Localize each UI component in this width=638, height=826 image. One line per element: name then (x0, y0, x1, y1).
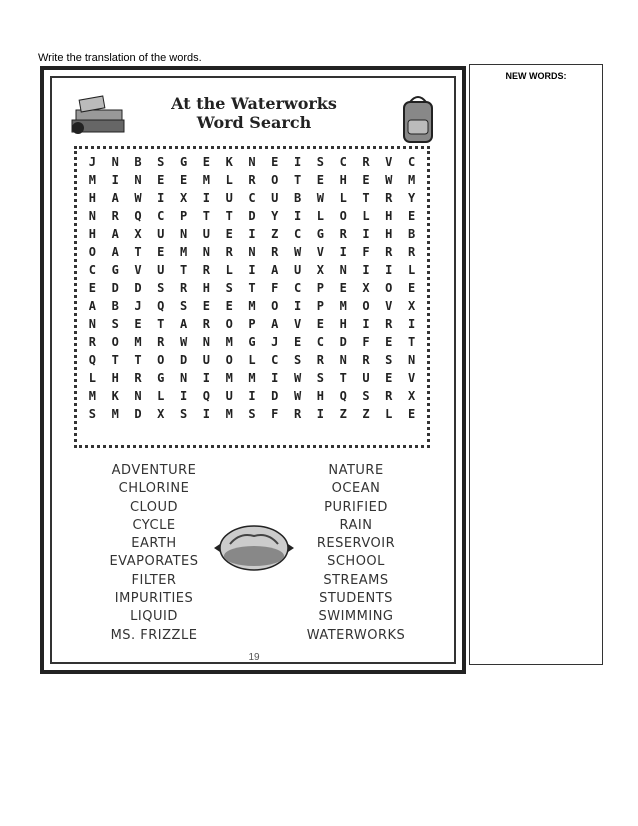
backpack-icon (396, 92, 440, 146)
grid-letter: S (225, 281, 233, 295)
grid-letter: U (202, 353, 210, 367)
grid-letter: C (271, 353, 279, 367)
grid-letter: R (134, 371, 142, 385)
grid-letter: I (202, 191, 210, 205)
grid-letter: I (271, 371, 279, 385)
grid-letter: O (225, 317, 233, 331)
grid-letter: N (202, 335, 210, 349)
word-list-item: STREAMS (323, 572, 389, 588)
grid-letter: W (293, 389, 302, 403)
grid-letter: C (88, 263, 97, 277)
grid-letter: I (385, 263, 393, 277)
word-list-item: CLOUD (129, 499, 179, 515)
grid-letter: C (157, 209, 165, 223)
grid-letter: H (339, 173, 347, 187)
grid-letter: E (316, 317, 324, 331)
grid-letter: R (316, 353, 324, 367)
grid-letter: I (248, 263, 256, 277)
grid-letter: C (248, 191, 256, 205)
grid-letter: N (179, 227, 188, 241)
grid-letter: Y (271, 209, 279, 223)
grid-letter: A (111, 227, 119, 241)
grid-letter: R (202, 317, 210, 331)
word-list-item: RESERVOIR (316, 536, 396, 552)
grid-letter: L (225, 263, 233, 277)
books-icon (66, 90, 130, 138)
grid-letter: R (248, 173, 256, 187)
grid-letter: Y (407, 191, 416, 205)
grid-letter: V (316, 245, 324, 259)
grid-letter: D (134, 281, 142, 295)
grid-letter: C (407, 155, 416, 169)
grid-letter: P (248, 317, 256, 331)
grid-letter: P (179, 209, 188, 223)
grid-letter: H (385, 209, 393, 223)
grid-letter: O (385, 281, 393, 295)
grid-letter: H (339, 317, 347, 331)
grid-letter: T (179, 263, 188, 277)
grid-letter: I (293, 209, 302, 223)
grid-letter: L (362, 209, 370, 223)
word-list-item: NATURE (328, 463, 384, 478)
grid-letter: J (271, 335, 279, 349)
grid-letter: X (316, 263, 324, 277)
grid-letter: K (111, 389, 119, 403)
grid-letter: V (407, 371, 416, 385)
grid-letter: A (179, 317, 188, 331)
grid-letter: I (362, 317, 370, 331)
grid-letter: H (88, 191, 97, 205)
grid-letter: R (339, 227, 347, 241)
grid-letter: G (157, 371, 165, 385)
grid-letter: R (385, 317, 393, 331)
grid-letter: H (316, 389, 324, 403)
grid-letter: E (316, 173, 324, 187)
page-number: 19 (248, 652, 260, 663)
grid-letter: X (362, 281, 370, 295)
word-list-item: LIQUID (130, 609, 178, 625)
new-words-label: NEW WORDS: (505, 71, 567, 81)
grid-letter: R (293, 407, 302, 421)
grid-letter: C (339, 155, 347, 169)
word-list-item: WATERWORKS (306, 627, 406, 643)
grid-letter: E (362, 173, 370, 187)
grid-letter: M (225, 371, 233, 385)
grid-letter: M (88, 173, 97, 187)
grid-letter: M (225, 335, 233, 349)
grid-letter: R (385, 191, 393, 205)
grid-letter: E (339, 281, 347, 295)
grid-letter: E (134, 317, 142, 331)
grid-letter: E (88, 281, 97, 295)
grid-letter: D (271, 389, 279, 403)
grid-letter: S (179, 299, 188, 313)
word-list-item: CYCLE (132, 517, 176, 533)
grid-letter: I (407, 317, 416, 331)
grid-letter: O (271, 173, 279, 187)
grid-letter: Q (157, 299, 165, 313)
grid-letter: O (111, 335, 119, 349)
grid-letter: S (293, 353, 302, 367)
word-list-item: MS. FRIZZLE (110, 627, 198, 643)
grid-letter: D (179, 353, 188, 367)
grid-letter: T (339, 371, 347, 385)
grid-letter: N (179, 371, 188, 385)
grid-letter: L (385, 407, 393, 421)
grid-letter: I (202, 371, 210, 385)
grid-letter: E (407, 281, 416, 295)
grid-letter: N (88, 209, 97, 223)
grid-letter: N (248, 155, 256, 169)
word-list-item: SWIMMING (318, 609, 394, 625)
grid-letter: J (88, 155, 97, 169)
grid-letter: X (134, 227, 142, 241)
grid-letter: D (134, 407, 142, 421)
grid-letter: M (225, 407, 233, 421)
grid-letter: R (88, 335, 97, 349)
grid-letter: R (385, 245, 393, 259)
grid-letter: N (339, 353, 347, 367)
grid-letter: I (157, 191, 165, 205)
grid-letter: T (111, 353, 119, 367)
grid-letter: D (111, 281, 119, 295)
word-list-item: IMPURITIES (114, 591, 194, 607)
grid-letter: R (157, 335, 165, 349)
grid-letter: J (134, 299, 142, 313)
grid-letter: E (293, 335, 302, 349)
grid-letter: S (362, 389, 370, 403)
grid-letter: B (407, 227, 416, 241)
grid-letter: O (157, 353, 165, 367)
letter-grid-frame (74, 146, 430, 448)
grid-letter: V (385, 155, 393, 169)
grid-letter: H (385, 227, 393, 241)
grid-letter: U (362, 371, 370, 385)
grid-letter: R (179, 281, 188, 295)
grid-letter: V (385, 299, 393, 313)
grid-letter: U (202, 227, 210, 241)
grid-letter: M (134, 335, 142, 349)
grid-letter: L (248, 353, 256, 367)
title-line-2: Word Search (196, 113, 312, 132)
grid-letter: S (385, 353, 393, 367)
grid-letter: L (407, 263, 416, 277)
grid-letter: N (339, 263, 347, 277)
grid-letter: X (407, 299, 416, 313)
grid-letter: R (362, 353, 370, 367)
grid-letter: Q (134, 209, 142, 223)
grid-letter: B (134, 155, 142, 169)
grid-letter: N (407, 353, 416, 367)
title-line-1: At the Waterworks (171, 94, 337, 113)
grid-letter: R (385, 389, 393, 403)
grid-letter: E (407, 407, 416, 421)
grid-letter: E (385, 335, 393, 349)
grid-letter: Q (339, 389, 347, 403)
grid-letter: N (88, 317, 97, 331)
grid-letter: A (111, 245, 119, 259)
grid-letter: F (271, 281, 279, 295)
instruction-text: Write the translation of the words. (38, 52, 202, 64)
grid-letter: X (179, 191, 188, 205)
grid-letter: X (157, 407, 165, 421)
grid-letter: E (225, 299, 233, 313)
grid-letter: I (248, 227, 256, 241)
grid-letter: R (407, 245, 416, 259)
grid-letter: L (339, 191, 347, 205)
grid-letter: M (111, 407, 119, 421)
grid-letter: W (293, 371, 302, 385)
grid-letter: D (248, 209, 256, 223)
grid-letter: I (362, 263, 370, 277)
grid-letter: S (179, 407, 188, 421)
grid-letter: G (179, 155, 188, 169)
grid-letter: W (134, 191, 142, 205)
grid-letter: T (293, 173, 302, 187)
grid-letter: W (293, 245, 302, 259)
grid-letter: E (157, 245, 165, 259)
grid-letter: L (225, 173, 233, 187)
grid-letter: M (202, 173, 210, 187)
grid-letter: F (362, 335, 370, 349)
grid-letter: A (271, 317, 279, 331)
worksheet-title (139, 94, 369, 132)
grid-letter: W (385, 173, 393, 187)
grid-letter: S (157, 155, 165, 169)
grid-letter: H (111, 371, 119, 385)
grid-letter: H (202, 281, 210, 295)
grid-letter: T (407, 335, 416, 349)
grid-letter: S (111, 317, 119, 331)
word-list-item: PURIFIED (324, 499, 388, 515)
grid-letter: E (225, 227, 233, 241)
grid-letter: I (293, 299, 302, 313)
grid-letter: F (362, 245, 370, 259)
grid-letter: E (271, 155, 279, 169)
grid-letter: E (179, 173, 188, 187)
word-list-left (84, 462, 224, 645)
grid-letter: Q (88, 353, 97, 367)
grid-letter: W (179, 335, 188, 349)
grid-letter: S (248, 407, 256, 421)
grid-letter: T (134, 353, 142, 367)
grid-letter: T (202, 209, 210, 223)
grid-letter: U (225, 191, 233, 205)
grid-letter: W (316, 191, 324, 205)
grid-letter: M (407, 173, 416, 187)
grid-letter: D (339, 335, 347, 349)
water-cycle-globe-icon (210, 518, 298, 576)
grid-letter: E (157, 173, 165, 187)
grid-letter: A (88, 299, 97, 313)
grid-letter: N (134, 173, 142, 187)
grid-letter: E (202, 155, 210, 169)
grid-letter: N (202, 245, 210, 259)
grid-letter: I (293, 155, 302, 169)
word-list-item: SCHOOL (327, 554, 385, 570)
grid-letter: C (293, 281, 302, 295)
grid-letter: O (271, 299, 279, 313)
grid-letter: M (179, 245, 188, 259)
grid-letter: B (293, 191, 302, 205)
grid-letter: U (157, 227, 165, 241)
grid-letter: M (248, 371, 256, 385)
grid-letter: T (362, 191, 370, 205)
grid-letter: U (271, 191, 279, 205)
grid-letter: S (316, 155, 324, 169)
grid-letter: K (225, 155, 233, 169)
grid-letter: I (362, 227, 370, 241)
grid-letter: V (293, 317, 302, 331)
word-list-item: STUDENTS (319, 591, 393, 607)
grid-letter: Z (271, 227, 279, 241)
new-words-box[interactable] (469, 64, 603, 665)
grid-letter: E (202, 299, 210, 313)
grid-letter: O (225, 353, 233, 367)
grid-letter: L (88, 371, 97, 385)
grid-letter: M (88, 389, 97, 403)
grid-letter: F (271, 407, 279, 421)
grid-letter: G (111, 263, 119, 277)
grid-letter: R (271, 245, 279, 259)
grid-letter: X (407, 389, 416, 403)
word-list-item: EARTH (131, 536, 177, 552)
word-list-item: CHLORINE (118, 481, 190, 497)
grid-letter: Z (339, 407, 347, 421)
grid-letter: E (385, 371, 393, 385)
grid-letter: V (134, 263, 142, 277)
grid-letter: N (111, 155, 119, 169)
grid-letter: S (316, 371, 324, 385)
grid-letter: O (339, 209, 347, 223)
grid-letter: R (362, 155, 370, 169)
grid-letter: Z (362, 407, 370, 421)
grid-letter: T (248, 281, 256, 295)
grid-letter: I (111, 173, 119, 187)
grid-letter: M (339, 299, 347, 313)
grid-letter: R (111, 209, 119, 223)
grid-letter: N (248, 245, 256, 259)
grid-letter: R (202, 263, 210, 277)
grid-letter: B (111, 299, 119, 313)
word-list-item: OCEAN (331, 481, 381, 497)
word-list-item: RAIN (339, 517, 373, 533)
grid-letter: I (339, 245, 347, 259)
grid-letter: T (225, 209, 233, 223)
letter-grid (81, 153, 423, 441)
grid-letter: L (316, 209, 324, 223)
word-list-right (286, 462, 426, 645)
grid-letter: R (225, 245, 233, 259)
grid-letter: M (248, 299, 256, 313)
grid-letter: H (88, 227, 97, 241)
grid-letter: I (179, 389, 188, 403)
grid-letter: I (316, 407, 324, 421)
grid-letter: L (157, 389, 165, 403)
grid-letter: A (111, 191, 119, 205)
grid-letter: N (134, 389, 142, 403)
grid-letter: I (202, 407, 210, 421)
grid-letter: U (157, 263, 165, 277)
grid-letter: G (248, 335, 256, 349)
word-list-item: ADVENTURE (111, 463, 197, 478)
word-list-item: EVAPORATES (109, 554, 199, 570)
grid-letter: O (88, 245, 97, 259)
grid-letter: A (271, 263, 279, 277)
word-search-worksheet (40, 66, 466, 674)
grid-letter: U (293, 263, 302, 277)
grid-letter: I (248, 389, 256, 403)
grid-letter: C (316, 335, 324, 349)
grid-letter: O (362, 299, 370, 313)
grid-letter: P (316, 281, 324, 295)
grid-letter: S (157, 281, 165, 295)
grid-letter: Q (202, 389, 210, 403)
grid-letter: G (316, 227, 324, 241)
grid-letter: S (88, 407, 97, 421)
grid-letter: P (316, 299, 324, 313)
grid-letter: E (407, 209, 416, 223)
word-list-item: FILTER (131, 572, 177, 588)
grid-letter: U (225, 389, 233, 403)
grid-letter: T (134, 245, 142, 259)
grid-letter: T (157, 317, 165, 331)
grid-letter: C (293, 227, 302, 241)
